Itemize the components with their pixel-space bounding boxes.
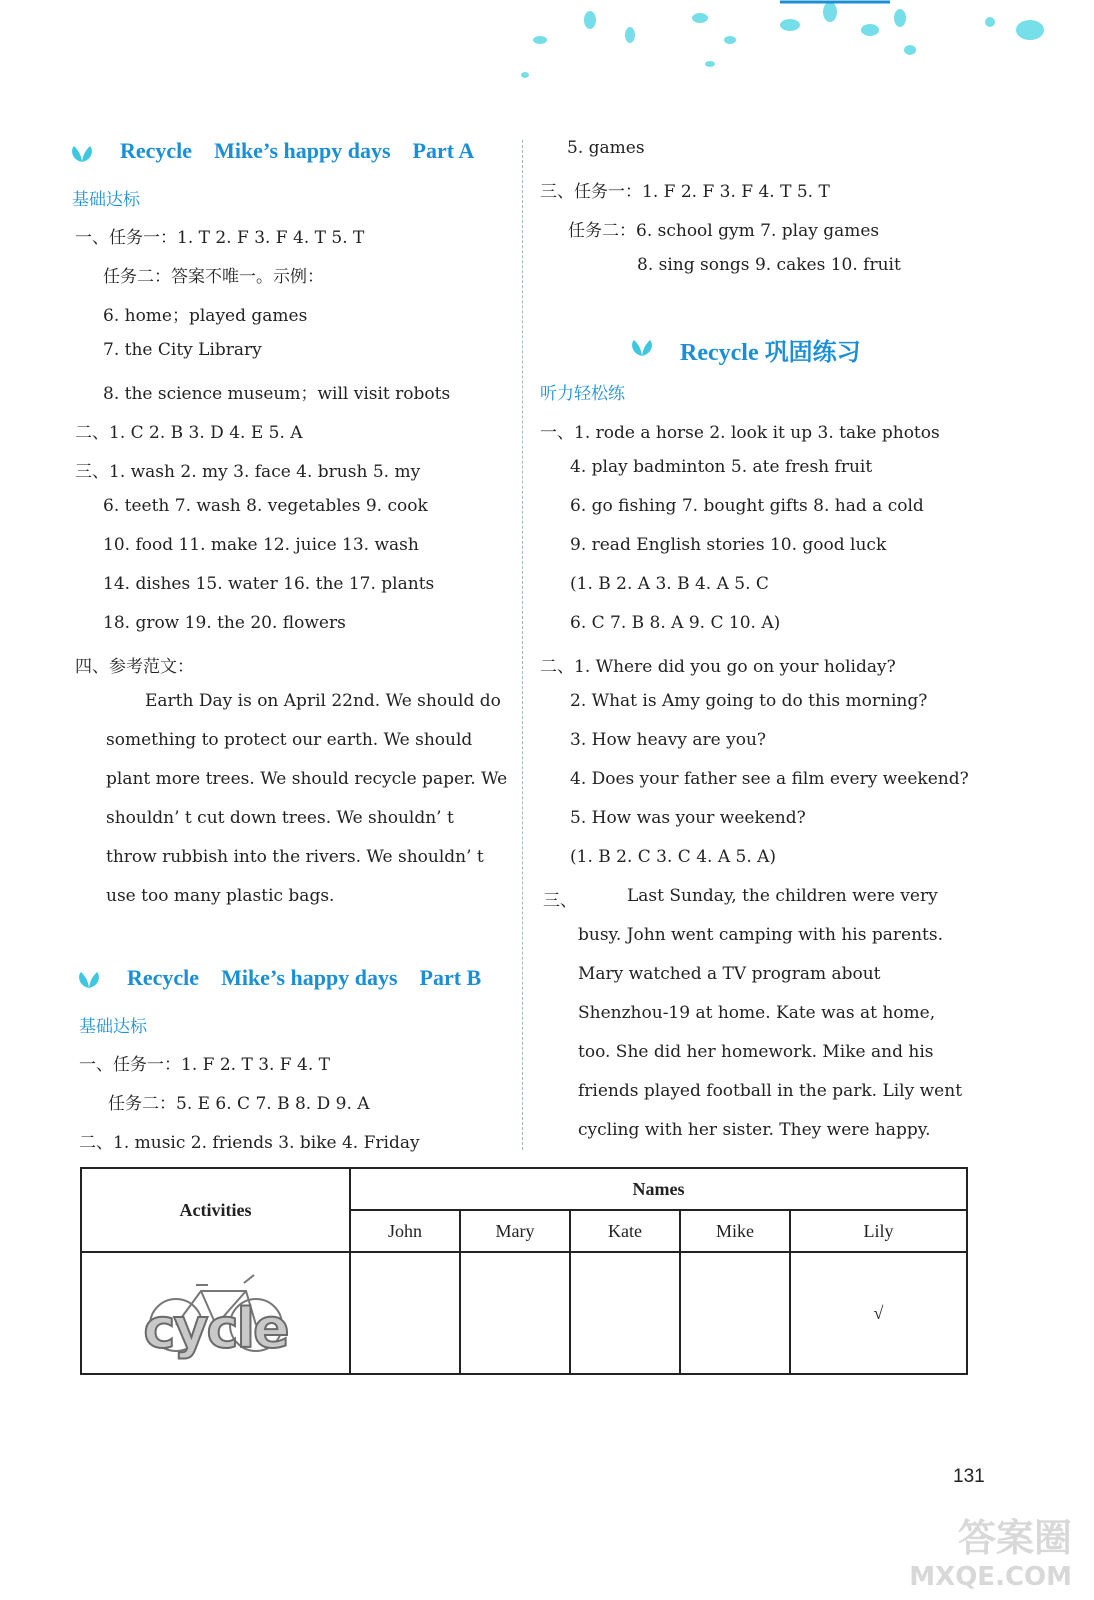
answer-line: 5. How was your weekend? (570, 808, 806, 828)
watermark (909, 1507, 1072, 1592)
section-title-consolidation: Recycle 巩固练习 (680, 340, 861, 366)
answer-line: 6. C 7. B 8. A 9. C 10. A) (570, 613, 781, 633)
title-word: Part B (419, 965, 482, 990)
passage-line: Mary watched a TV program about (578, 964, 881, 984)
essay-line: use too many plastic bags. (106, 886, 335, 906)
answer-line: 任务二：5. E 6. C 7. B 8. D 9. A (108, 1094, 370, 1114)
passage-line: busy. John went camping with his parents. (578, 925, 943, 945)
answer-line: 任务二：6. school gym 7. play games (568, 221, 880, 241)
answer-line: 6. home；played games (103, 306, 308, 326)
essay-line: plant more trees. We should recycle paper. We (106, 769, 508, 789)
names-header: Names (350, 1168, 967, 1210)
passage-label: 三、 (543, 891, 577, 911)
answer-line: 三、1. wash 2. my 3. face 4. brush 5. my (75, 462, 421, 482)
name-cell: Mike (680, 1210, 790, 1252)
title-word: Recycle (120, 138, 193, 163)
answer-line: 9. read English stories 10. good luck (570, 535, 887, 555)
answer-line: 3. How heavy are you? (570, 730, 767, 750)
answer-line: 一、任务一：1. F 2. T 3. F 4. T (79, 1055, 330, 1075)
name-cell: John (350, 1210, 460, 1252)
subheading: 基础达标 (72, 190, 140, 210)
answer-line: 二、1. C 2. B 3. D 4. E 5. A (75, 423, 303, 443)
column-divider (522, 140, 523, 1150)
answer-line: (1. B 2. A 3. B 4. A 5. C (570, 574, 769, 594)
check-cell: √ (790, 1252, 967, 1374)
answer-line: 任务二：答案不唯一。示例： (103, 267, 324, 287)
answer-line: 二、1. music 2. friends 3. bike 4. Friday (79, 1133, 420, 1153)
answer-line: 5. games (567, 138, 645, 158)
page-number: 131 (953, 1466, 985, 1487)
answer-line: 7. the City Library (103, 340, 262, 360)
answer-line: 6. teeth 7. wash 8. vegetables 9. cook (103, 496, 428, 516)
check-cell (350, 1252, 460, 1374)
check-cell (460, 1252, 570, 1374)
answer-line: 6. go fishing 7. bought gifts 8. had a cold (570, 496, 924, 516)
leaf-icon (628, 336, 656, 358)
check-cell (680, 1252, 790, 1374)
answer-line: 14. dishes 15. water 16. the 17. plants (103, 574, 435, 594)
activity-word: cycle (143, 1297, 288, 1360)
subheading: 基础达标 (79, 1017, 147, 1037)
answer-line: 18. grow 19. the 20. flowers (103, 613, 346, 633)
answer-line: 8. the science museum；will visit robots (103, 384, 451, 404)
subheading: 听力轻松练 (540, 384, 625, 404)
answer-line: 2. What is Amy going to do this morning? (570, 691, 928, 711)
passage-line: friends played football in the park. Lily went (578, 1081, 963, 1101)
leaf-icon (68, 142, 96, 164)
section-title-part-b (127, 965, 481, 991)
answer-line: 4. play badminton 5. ate fresh fruit (570, 457, 873, 477)
answer-line: 三、任务一：1. F 2. F 3. F 4. T 5. T (540, 182, 830, 202)
answer-line: 一、1. rode a horse 2. look it up 3. take photos (540, 423, 940, 443)
section-title-part-a (120, 138, 474, 164)
name-cell: Lily (790, 1210, 967, 1252)
answer-line: 4. Does your father see a film every weekend? (570, 769, 969, 789)
title-word: Mike’s happy days (221, 965, 398, 990)
name-cell: Mary (460, 1210, 570, 1252)
essay-line: something to protect our earth. We should (106, 730, 473, 750)
watermark-bottom: MXQE.COM (909, 1562, 1072, 1592)
essay-line: throw rubbish into the rivers. We shouldn’ t (106, 847, 484, 867)
title-word: Recycle (127, 965, 200, 990)
name-cell: Kate (570, 1210, 680, 1252)
passage-line: Shenzhou-19 at home. Kate was at home, (578, 1003, 936, 1023)
leaf-decoration (470, 0, 1070, 90)
answer-line: 10. food 11. make 12. juice 13. wash (103, 535, 419, 555)
answer-line: (1. B 2. C 3. C 4. A 5. A) (570, 847, 777, 867)
answer-line: 四、参考范文： (75, 657, 194, 677)
essay-line: shouldn’ t cut down trees. We shouldn’ t (106, 808, 454, 828)
essay-line: Earth Day is on April 22nd. We should do (145, 691, 501, 711)
title-word: Part A (412, 138, 475, 163)
activities-header: Activities (81, 1168, 350, 1252)
passage-line: cycling with her sister. They were happy. (578, 1120, 931, 1140)
watermark-top: 答案圈 (957, 1516, 1072, 1560)
leaf-icon (75, 968, 103, 990)
passage-line: Last Sunday, the children were very (627, 886, 938, 906)
answer-line: 一、任务一：1. T 2. F 3. F 4. T 5. T (75, 228, 365, 248)
title-word: Mike’s happy days (214, 138, 391, 163)
check-cell (570, 1252, 680, 1374)
answer-line: 8. sing songs 9. cakes 10. fruit (637, 255, 901, 275)
passage-line: too. She did her homework. Mike and his (578, 1042, 934, 1062)
activity-cell (81, 1252, 350, 1374)
activities-table (80, 1167, 968, 1375)
answer-line: 二、1. Where did you go on your holiday? (540, 657, 896, 677)
